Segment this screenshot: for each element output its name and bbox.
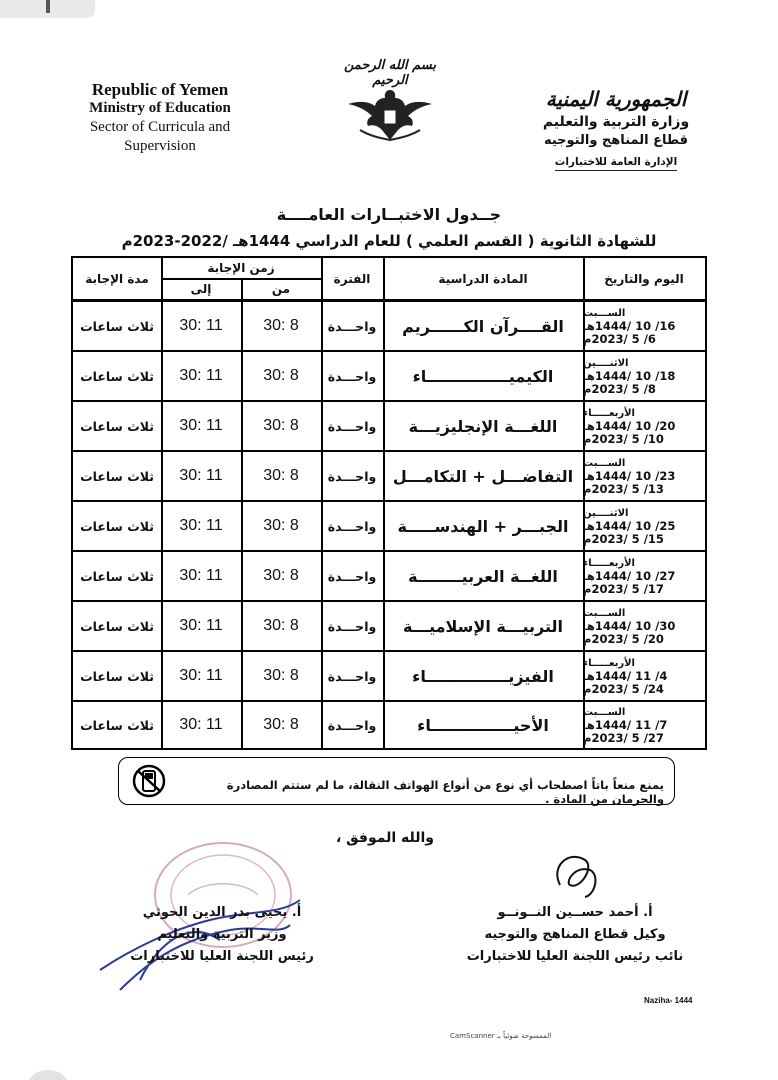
duration-cell: ثلاث ساعات	[80, 368, 154, 384]
gregorian-date: 27/ 5 /2023م	[583, 730, 664, 745]
date-cell	[583, 502, 705, 550]
gregorian-date: 20/ 5 /2023م	[583, 631, 664, 646]
from-time-cell: 8 :30	[263, 617, 299, 634]
signer-title-right-1: وكيل قطاع المناهج والتوجيه	[484, 927, 666, 942]
header-left-line2: Ministry of Education	[89, 100, 231, 116]
header-duration: مدة الإجابة	[85, 272, 149, 286]
period-cell: واحـــدة	[327, 668, 377, 684]
from-time-cell: 8 :30	[263, 367, 299, 384]
duration-cell: ثلاث ساعات	[80, 717, 154, 733]
table-row	[73, 652, 705, 700]
table-row	[73, 402, 705, 450]
header-right-line4: الإدارة العامة للاختبارات	[555, 155, 677, 171]
subject-cell: الأحيـــــــــــــــاء	[417, 715, 549, 735]
day-name: الاثنــــين	[583, 357, 629, 369]
from-time-cell: 8 :30	[263, 417, 299, 434]
bottom-overlay	[28, 1070, 68, 1080]
subject-cell: التربيـــة الإسلاميـــة	[402, 616, 564, 636]
to-time-cell: 11 :30	[179, 567, 223, 584]
period-cell: واحـــدة	[327, 717, 377, 733]
signature-block-left	[112, 902, 332, 968]
top-bar	[0, 0, 95, 18]
hijri-date: 16/ 10 /1444هـ	[583, 318, 676, 333]
day-name: الســـبت	[583, 607, 626, 619]
signer-name-right: أ. أحمد حســين النــونــو	[497, 905, 653, 920]
hijri-date: 23/ 10 /1444هـ	[583, 468, 676, 483]
header-date: اليوم والتاريخ	[604, 272, 684, 286]
duration-cell: ثلاث ساعات	[80, 318, 154, 334]
page-subtitle: للشهادة الثانوية ( القسم العلمي ) للعام الدراسي 1444هـ /2022-2023م	[121, 232, 657, 250]
subject-cell: التفاضـــل + التكامـــل	[392, 466, 574, 486]
hijri-date: 20/ 10 /1444هـ	[583, 418, 676, 433]
period-cell: واحـــدة	[327, 368, 377, 384]
from-time-cell: 8 :30	[263, 716, 299, 733]
to-time-cell: 11 :30	[179, 367, 223, 384]
notice-text: يمنع منعاً باتاً اصطحاب أي نوع من أنواع الهواتف النقالة، ما لم ستتم المصادرة والحرمان من المادة .	[226, 778, 664, 806]
day-name: الســـبت	[583, 457, 626, 469]
header-right-line2: وزارة التربية والتعليم	[542, 114, 690, 130]
period-cell: واحـــدة	[327, 518, 377, 534]
day-name: الأربعـــــاء	[583, 657, 635, 669]
date-cell	[583, 302, 705, 350]
header-right-arabic	[526, 86, 706, 171]
hijri-date: 30/ 10 /1444هـ	[583, 618, 676, 633]
duration-cell: ثلاث ساعات	[80, 568, 154, 584]
closing-text: والله الموفق ،	[335, 830, 435, 846]
date-cell	[583, 552, 705, 600]
to-time-cell: 11 :30	[179, 467, 223, 484]
gregorian-date: 17/ 5 /2023م	[583, 581, 664, 596]
header-to: إلى	[190, 282, 212, 296]
to-time-cell: 11 :30	[179, 716, 223, 733]
hijri-date: 27/ 10 /1444هـ	[583, 568, 676, 583]
subject-cell: اللغـــة الإنجليزيـــة	[408, 416, 558, 436]
signer-title-left-1: وزير التربية والتعليم	[157, 927, 287, 942]
to-time-cell: 11 :30	[179, 417, 223, 434]
to-time-cell: 11 :30	[179, 667, 223, 684]
duration-cell: ثلاث ساعات	[80, 518, 154, 534]
exam-schedule-table	[71, 256, 707, 750]
gregorian-date: 6/ 5 /2023م	[583, 331, 656, 346]
mobile-phone-notice	[118, 757, 675, 805]
top-bar-tick	[46, 0, 50, 13]
to-time-cell: 11 :30	[179, 317, 223, 334]
date-cell	[583, 402, 705, 450]
duration-cell: ثلاث ساعات	[80, 468, 154, 484]
hijri-date: 25/ 10 /1444هـ	[583, 518, 676, 533]
day-name: الأربعـــــاء	[583, 407, 635, 419]
table-row	[73, 602, 705, 650]
table-row	[73, 352, 705, 400]
hijri-date: 7/ 11 /1444هـ	[583, 717, 668, 732]
gregorian-date: 24/ 5 /2023م	[583, 681, 664, 696]
from-time-cell: 8 :30	[263, 567, 299, 584]
period-cell: واحـــدة	[327, 318, 377, 334]
period-cell: واحـــدة	[327, 618, 377, 634]
hijri-date: 4/ 11 /1444هـ	[583, 668, 668, 683]
date-cell	[583, 452, 705, 500]
date-cell	[583, 701, 705, 749]
day-name: الســـبت	[583, 706, 626, 718]
gregorian-date: 15/ 5 /2023م	[583, 531, 664, 546]
yemen-eagle-emblem-icon	[340, 84, 440, 144]
subject-cell: اللغــة العربيــــــــة	[408, 566, 558, 586]
to-time-cell: 11 :30	[179, 517, 223, 534]
subject-cell: الجبـــر + الهندســـــة	[397, 516, 569, 536]
table-row	[73, 452, 705, 500]
to-time-cell: 11 :30	[179, 617, 223, 634]
header-left-line1: Republic of Yemen	[91, 80, 229, 99]
header-left-english	[65, 80, 255, 156]
document-code: Naziha- 1444	[644, 996, 693, 1005]
period-cell: واحـــدة	[327, 468, 377, 484]
period-cell: واحـــدة	[327, 568, 377, 584]
from-time-cell: 8 :30	[263, 667, 299, 684]
gregorian-date: 8/ 5 /2023م	[583, 381, 656, 396]
signature-block-right	[460, 902, 690, 968]
signer-title-left-2: رئيس اللجنة العليا للاختبارات	[130, 949, 314, 964]
table-row	[73, 302, 705, 350]
header-left-line4: Supervision	[124, 138, 196, 154]
gregorian-date: 13/ 5 /2023م	[583, 481, 664, 496]
date-cell	[583, 352, 705, 400]
subject-cell: القــــرآن الكــــــريم	[402, 316, 564, 336]
from-time-cell: 8 :30	[263, 317, 299, 334]
hijri-date: 18/ 10 /1444هـ	[583, 368, 676, 383]
no-mobile-phone-icon	[131, 763, 167, 799]
signature-right-icon	[540, 845, 620, 905]
table-row	[73, 552, 705, 600]
gregorian-date: 10/ 5 /2023م	[583, 431, 664, 446]
day-name: الاثنــــين	[583, 507, 629, 519]
header-from: من	[271, 282, 291, 296]
day-name: الســـبت	[583, 307, 626, 319]
header-period: الفترة	[333, 272, 371, 286]
basmala: بسم الله الرحمن الرحيم	[344, 58, 436, 88]
subject-cell: الكيميـــــــــــــــاء	[412, 366, 554, 386]
period-cell: واحـــدة	[327, 418, 377, 434]
grid-line	[161, 278, 321, 280]
camscanner-watermark: الممسوحة ضوئياً بـ CamScanner	[450, 1032, 552, 1040]
date-cell	[583, 602, 705, 650]
page-title: جــدول الاختبــارات العامــــة	[276, 205, 502, 224]
header-right-line3: قطاع المناهج والتوجيه	[543, 133, 689, 148]
header-right-line1: الجمهورية اليمنية	[545, 87, 687, 111]
date-cell	[583, 652, 705, 700]
duration-cell: ثلاث ساعات	[80, 668, 154, 684]
from-time-cell: 8 :30	[263, 467, 299, 484]
signer-title-right-2: نائب رئيس اللجنة العليا للاختبارات	[466, 949, 684, 964]
duration-cell: ثلاث ساعات	[80, 618, 154, 634]
subject-cell: الفيزيـــــــــــــــاء	[412, 666, 554, 686]
duration-cell: ثلاث ساعات	[80, 418, 154, 434]
table-row	[73, 701, 705, 749]
day-name: الأربعـــــاء	[583, 557, 635, 569]
from-time-cell: 8 :30	[263, 517, 299, 534]
header-answer-time: زمن الإجابة	[207, 261, 275, 275]
header-left-line3: Sector of Curricula and	[89, 119, 231, 135]
signer-name-left: أ. يحيى بدر الدين الحوثي	[142, 905, 302, 920]
table-row	[73, 502, 705, 550]
header-subject: المادة الدراسية	[438, 272, 528, 286]
